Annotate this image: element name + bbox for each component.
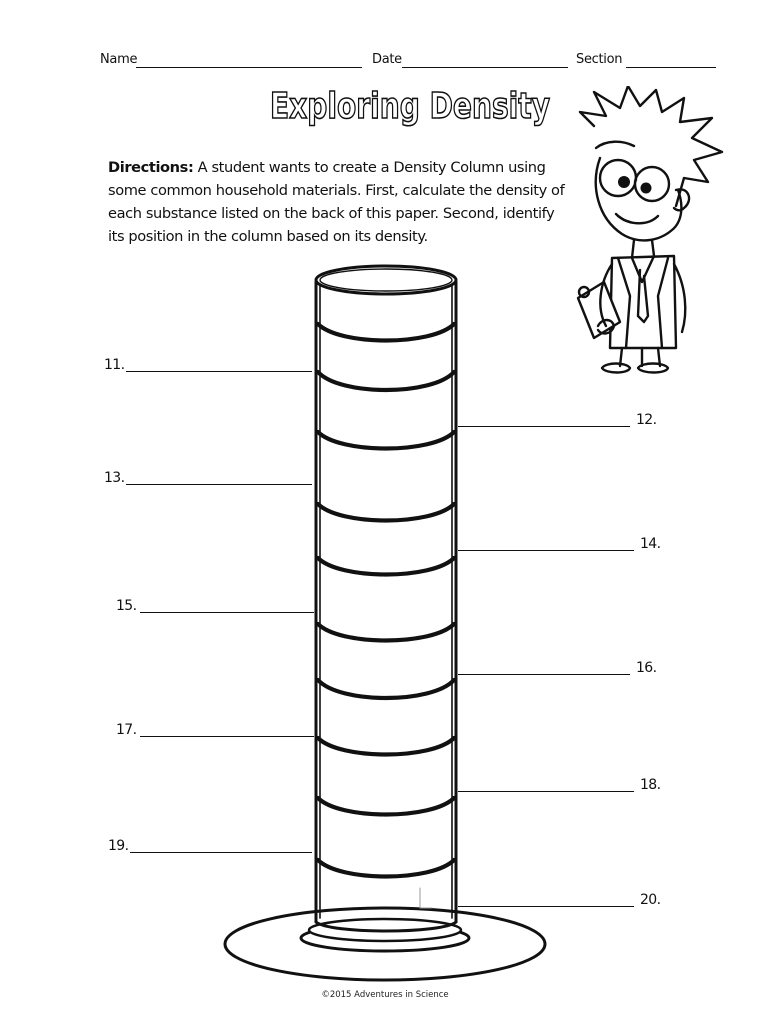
directions-paragraph <box>108 156 574 248</box>
scientist-illustration <box>572 86 732 376</box>
date-field[interactable] <box>402 67 568 68</box>
answer-blank-13[interactable] <box>126 484 312 485</box>
answer-17 <box>116 722 316 742</box>
answer-18 <box>458 777 664 797</box>
answer-blank-14[interactable] <box>458 550 634 551</box>
answer-number: 14. <box>640 536 661 552</box>
answer-20 <box>458 892 664 912</box>
answer-11 <box>104 357 314 377</box>
answer-blank-17[interactable] <box>140 736 314 737</box>
directions-text: A student wants to create a Density Column using some common household materials. First, calculate the density of each substance listed on the back of this paper. Second, identify its position in the column based on its density. <box>108 159 565 245</box>
answer-19 <box>108 838 314 858</box>
directions-lead: Directions: <box>108 159 194 176</box>
answer-number: 12. <box>636 412 657 428</box>
name-field[interactable] <box>136 67 362 68</box>
section-field[interactable] <box>626 67 716 68</box>
section-label: Section <box>576 52 623 67</box>
answer-number: 16. <box>636 660 657 676</box>
answer-number: 20. <box>640 892 661 908</box>
answer-blank-19[interactable] <box>130 852 312 853</box>
answer-16 <box>458 660 662 680</box>
answer-blank-15[interactable] <box>140 612 314 613</box>
date-label: Date <box>372 52 402 67</box>
answer-blank-20[interactable] <box>458 906 634 907</box>
answer-blank-12[interactable] <box>458 426 630 427</box>
answer-blank-11[interactable] <box>126 371 312 372</box>
page-title: Exploring Density <box>269 86 551 127</box>
answer-number: 13. <box>104 470 125 486</box>
answer-number: 17. <box>116 722 137 738</box>
name-label: Name <box>100 52 138 67</box>
answer-13 <box>104 470 314 490</box>
answer-number: 18. <box>640 777 661 793</box>
answer-blank-16[interactable] <box>458 674 630 675</box>
answer-blank-18[interactable] <box>458 791 634 792</box>
copyright-footer: ©2015 Adventures in Science <box>321 990 449 1000</box>
answer-number: 19. <box>108 838 129 854</box>
answer-number: 15. <box>116 598 137 614</box>
student-info-header <box>100 52 720 74</box>
answer-15 <box>116 598 316 618</box>
answer-14 <box>458 536 664 556</box>
answer-number: 11. <box>104 357 125 373</box>
answer-12 <box>458 412 658 432</box>
